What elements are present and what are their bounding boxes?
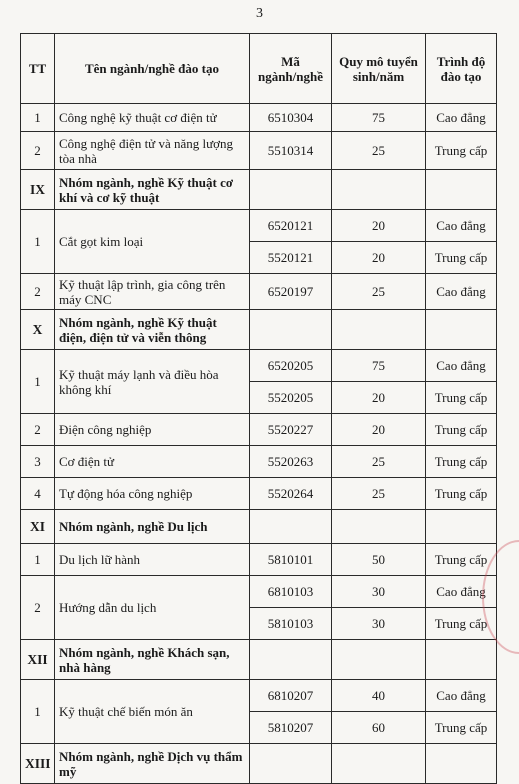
row-name: Công nghệ điện tử và năng lượng tòa nhà: [55, 132, 250, 170]
group-row: [21, 170, 497, 210]
table-row: [21, 414, 497, 446]
row-level: Trung cấp: [426, 446, 497, 478]
row-scale: 50: [332, 544, 426, 576]
row-code: 6520197: [250, 274, 332, 310]
group-tt: XII: [21, 640, 55, 680]
row-name: Du lịch lữ hành: [55, 544, 250, 576]
row-name: Hướng dẫn du lịch: [55, 576, 250, 640]
row-scale: 30: [332, 576, 426, 608]
row-name: Cơ điện tử: [55, 446, 250, 478]
header-level: Trình độ đào tạo: [426, 34, 497, 104]
row-scale: 25: [332, 132, 426, 170]
group-row: [21, 744, 497, 784]
row-level-2: Trung cấp: [426, 608, 497, 640]
training-programs-table: [20, 33, 497, 784]
row-scale: 75: [332, 350, 426, 382]
table-row: [21, 104, 497, 132]
row-scale-2: 30: [332, 608, 426, 640]
row-level: Trung cấp: [426, 478, 497, 510]
row-code: 6520205: [250, 350, 332, 382]
table-row: [21, 576, 497, 608]
row-code: 5520263: [250, 446, 332, 478]
row-name: Điện công nghiệp: [55, 414, 250, 446]
group-tt: XI: [21, 510, 55, 544]
row-level: Cao đẳng: [426, 274, 497, 310]
row-tt: 1: [21, 350, 55, 414]
row-level: Cao đẳng: [426, 576, 497, 608]
group-tt: XIII: [21, 744, 55, 784]
table-row: [21, 680, 497, 712]
table-row: [21, 544, 497, 576]
row-scale: 25: [332, 446, 426, 478]
table-row: [21, 446, 497, 478]
row-tt: 4: [21, 478, 55, 510]
table-row: [21, 350, 497, 382]
row-code-2: 5520121: [250, 242, 332, 274]
row-scale: 20: [332, 210, 426, 242]
row-tt: 2: [21, 576, 55, 640]
row-scale-2: 20: [332, 242, 426, 274]
group-name: Nhóm ngành, nghề Dịch vụ thẩm mỹ: [55, 744, 250, 784]
row-level: Cao đẳng: [426, 104, 497, 132]
row-level: Cao đẳng: [426, 680, 497, 712]
row-code: 5520227: [250, 414, 332, 446]
row-code-2: 5520205: [250, 382, 332, 414]
header-tt: TT: [21, 34, 55, 104]
row-tt: 2: [21, 132, 55, 170]
group-tt: X: [21, 310, 55, 350]
row-tt: 3: [21, 446, 55, 478]
row-tt: 1: [21, 680, 55, 744]
row-code: 6520121: [250, 210, 332, 242]
row-tt: 2: [21, 414, 55, 446]
row-scale: 40: [332, 680, 426, 712]
row-name: Kỹ thuật máy lạnh và điều hòa không khí: [55, 350, 250, 414]
row-code: 5810101: [250, 544, 332, 576]
table-header-row: [21, 34, 497, 104]
group-name: Nhóm ngành, nghề Kỹ thuật cơ khí và cơ kỹ thuật: [55, 170, 250, 210]
row-code: 6810103: [250, 576, 332, 608]
header-name: Tên ngành/nghề đào tạo: [55, 34, 250, 104]
group-row: [21, 510, 497, 544]
row-level: Cao đẳng: [426, 210, 497, 242]
row-name: Tự động hóa công nghiệp: [55, 478, 250, 510]
header-scale: Quy mô tuyển sinh/năm: [332, 34, 426, 104]
row-code: 6510304: [250, 104, 332, 132]
row-level-2: Trung cấp: [426, 242, 497, 274]
row-code: 5520264: [250, 478, 332, 510]
row-level-2: Trung cấp: [426, 382, 497, 414]
group-row: [21, 640, 497, 680]
row-name: Kỹ thuật chế biến món ăn: [55, 680, 250, 744]
page-number: 3: [256, 6, 263, 21]
row-tt: 1: [21, 544, 55, 576]
row-level: Trung cấp: [426, 544, 497, 576]
row-code-2: 5810207: [250, 712, 332, 744]
group-name: Nhóm ngành, nghề Khách sạn, nhà hàng: [55, 640, 250, 680]
table-row: [21, 274, 497, 310]
group-name: Nhóm ngành, nghề Kỹ thuật điện, điện tử và viễn thông: [55, 310, 250, 350]
row-scale: 75: [332, 104, 426, 132]
row-name: Kỹ thuật lập trình, gia công trên máy CNC: [55, 274, 250, 310]
table-row: [21, 478, 497, 510]
row-scale-2: 20: [332, 382, 426, 414]
row-name: Công nghệ kỹ thuật cơ điện tử: [55, 104, 250, 132]
row-code: 6810207: [250, 680, 332, 712]
group-name: Nhóm ngành, nghề Du lịch: [55, 510, 250, 544]
row-code-2: 5810103: [250, 608, 332, 640]
row-name: Cắt gọt kim loại: [55, 210, 250, 274]
group-tt: IX: [21, 170, 55, 210]
row-code: 5510314: [250, 132, 332, 170]
row-level-2: Trung cấp: [426, 712, 497, 744]
row-scale: 25: [332, 274, 426, 310]
row-level: Trung cấp: [426, 414, 497, 446]
header-code: Mã ngành/nghề: [250, 34, 332, 104]
row-tt: 1: [21, 104, 55, 132]
row-scale: 20: [332, 414, 426, 446]
row-level: Trung cấp: [426, 132, 497, 170]
row-tt: 1: [21, 210, 55, 274]
row-level: Cao đẳng: [426, 350, 497, 382]
row-tt: 2: [21, 274, 55, 310]
table-row: [21, 132, 497, 170]
group-row: [21, 310, 497, 350]
row-scale: 25: [332, 478, 426, 510]
row-scale-2: 60: [332, 712, 426, 744]
table-row: [21, 210, 497, 242]
